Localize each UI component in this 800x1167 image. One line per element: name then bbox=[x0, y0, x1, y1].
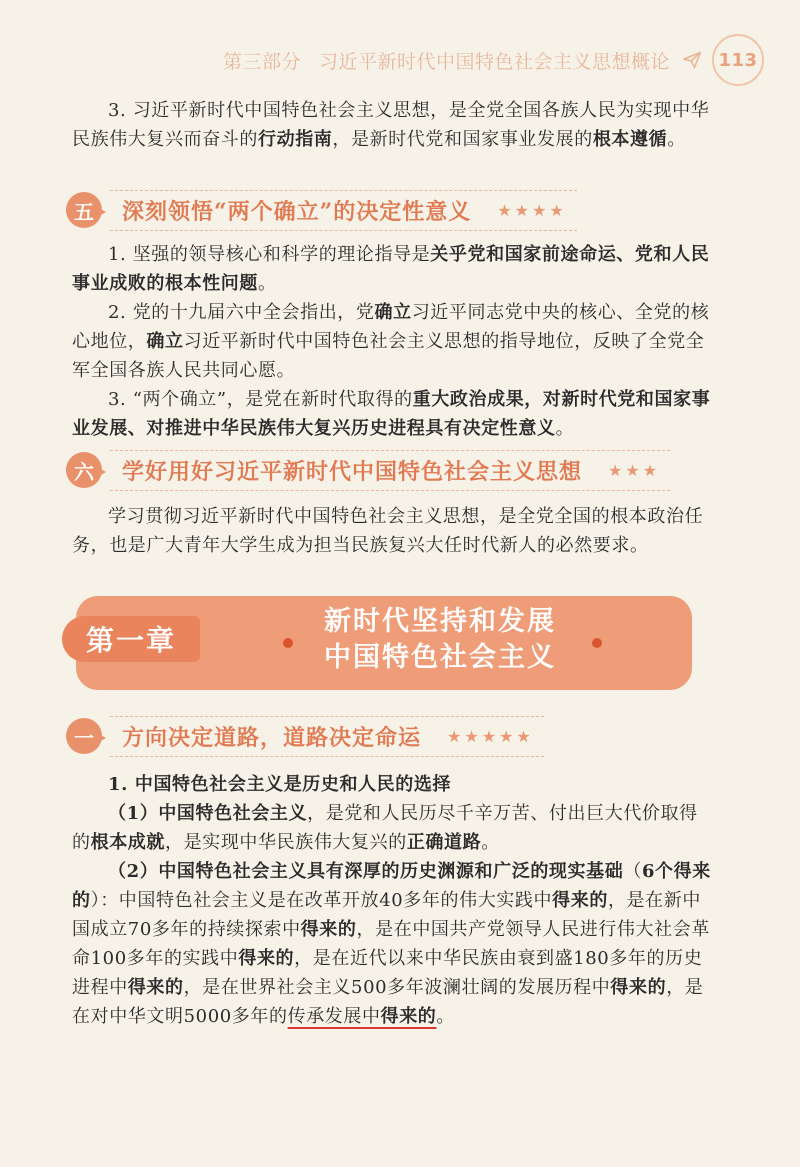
book-title: 习近平新时代中国特色社会主义思想概论 bbox=[318, 50, 670, 73]
bold-text: 得来的 bbox=[238, 948, 295, 969]
banner-dot bbox=[592, 638, 602, 648]
text: ，是在近代以来中华民族由衰到盛180多年的历史进程中 bbox=[72, 948, 703, 998]
text: 。 bbox=[555, 418, 575, 439]
intro-block bbox=[72, 96, 712, 154]
text: （ bbox=[623, 861, 642, 882]
chapter-title bbox=[300, 604, 580, 676]
section-heading-5 bbox=[66, 188, 577, 232]
page-number: 113 bbox=[712, 34, 764, 86]
text: ）：中国特色社会主义是在改革开放40多年的伟大实践中 bbox=[90, 890, 553, 911]
section-title: 学好用好习近平新时代中国特色社会主义思想 bbox=[122, 458, 583, 485]
bold-text: 确立 bbox=[146, 331, 184, 352]
text: 3. “两个确立”，是党在新时代取得的 bbox=[108, 389, 413, 410]
text: 。 bbox=[481, 832, 500, 853]
text: ，是新时代党和国家事业发展的 bbox=[332, 129, 593, 150]
text: ，是党和人民历尽千辛万苦、付出巨大代价取得的 bbox=[72, 803, 698, 853]
chapter-label: 第一章 bbox=[62, 616, 200, 662]
bold-text: 得来的 bbox=[610, 977, 667, 998]
bold-text: 正确道路 bbox=[406, 832, 482, 853]
bold-text: （2）中国特色社会主义具有深厚的历史渊源和广泛的现实基础 bbox=[108, 861, 624, 882]
text: 。 bbox=[258, 273, 277, 294]
importance-stars: ★★★★★ bbox=[447, 726, 534, 746]
paragraph bbox=[72, 857, 712, 1031]
bold-text: 1. 中国特色社会主义是历史和人民的选择 bbox=[108, 774, 452, 795]
paper-plane-icon bbox=[682, 50, 702, 70]
text: 。 bbox=[436, 1006, 456, 1027]
section-title: 方向决定道路，道路决定命运 bbox=[122, 724, 422, 751]
bold-text: 根本遵循 bbox=[592, 129, 668, 150]
bold-text: 得来的 bbox=[300, 919, 357, 940]
text: ，是在新中国成立70多年的持续探索中 bbox=[72, 890, 701, 940]
bold-text: 行动指南 bbox=[258, 129, 333, 150]
bold-underlined-text: 得来的 bbox=[380, 1006, 437, 1027]
bold-text: 得来的 bbox=[552, 890, 608, 911]
part-label: 第三部分 bbox=[222, 50, 301, 73]
underlined-text: 传承发展中 bbox=[287, 1006, 381, 1027]
paragraph bbox=[72, 96, 712, 154]
section-title: 深刻领悟“两个确立”的决定性意义 bbox=[122, 198, 472, 225]
section-number-badge bbox=[66, 450, 110, 490]
section5-body bbox=[72, 240, 712, 443]
text: ，是实现中华民族伟大复兴的 bbox=[165, 832, 407, 853]
text: ，是在中国共产党领导人民进行伟大社会革命100多年的实践中 bbox=[72, 919, 710, 969]
bold-text: （1）中国特色社会主义 bbox=[108, 803, 308, 824]
text: 。 bbox=[667, 129, 686, 150]
bold-text: 得来的 bbox=[127, 977, 184, 998]
bold-text: 确立 bbox=[374, 302, 412, 323]
section-number: 五 bbox=[74, 199, 94, 224]
paragraph bbox=[72, 385, 712, 443]
chapter-title-line: 新时代坚持和发展 bbox=[324, 606, 556, 637]
text: ，是在世界社会主义500多年波澜壮阔的发展历程中 bbox=[183, 977, 611, 998]
bold-text: 关乎党和国家前途命运、党和人民事业成败的根本性问题 bbox=[72, 244, 710, 294]
bold-text: 根本成就 bbox=[90, 832, 166, 853]
text: 习近平同志党中央的核心、全党的核心地位， bbox=[72, 302, 710, 352]
section-number: 六 bbox=[74, 459, 94, 484]
text: 习近平新时代中国特色社会主义思想的指导地位，反映了全党全军全国各族人民共同心愿。 bbox=[72, 331, 705, 381]
section-number: 一 bbox=[74, 725, 94, 750]
importance-stars: ★★★★ bbox=[497, 200, 567, 220]
text: 3. 习近平新时代中国特色社会主义思想，是全党全国各族人民为实现中华民族伟大复兴而奋斗的 bbox=[72, 100, 710, 150]
section1-body bbox=[72, 770, 712, 1031]
section-number-badge bbox=[66, 190, 110, 230]
banner-dot bbox=[283, 638, 293, 648]
text: ，是在对中华文明5000多年的 bbox=[72, 977, 704, 1027]
paragraph bbox=[72, 298, 712, 385]
importance-stars: ★★★ bbox=[608, 460, 661, 480]
section-number-badge bbox=[66, 716, 110, 756]
bold-text: 重大政治成果，对新时代党和国家事业发展、对推进中华民族伟大复兴历史进程具有决定性意义 bbox=[72, 389, 711, 439]
chapter-title-line: 中国特色社会主义 bbox=[324, 642, 556, 673]
paragraph bbox=[72, 799, 712, 857]
text: 1. 坚强的领导核心和科学的理论指导是 bbox=[108, 244, 431, 265]
running-header bbox=[200, 34, 764, 86]
bold-text: 6个得来的 bbox=[72, 861, 711, 911]
paragraph bbox=[72, 240, 712, 298]
section-heading-6 bbox=[66, 448, 670, 492]
subheading bbox=[72, 770, 712, 799]
text: 2. 党的十九届六中全会指出，党 bbox=[108, 302, 375, 323]
section-heading-1 bbox=[66, 714, 544, 758]
paragraph: 学习贯彻习近平新时代中国特色社会主义思想，是全党全国的根本政治任务，也是广大青年大学生成为担当民族复兴大任时代新人的必然要求。 bbox=[72, 506, 704, 556]
section6-body bbox=[72, 502, 712, 560]
